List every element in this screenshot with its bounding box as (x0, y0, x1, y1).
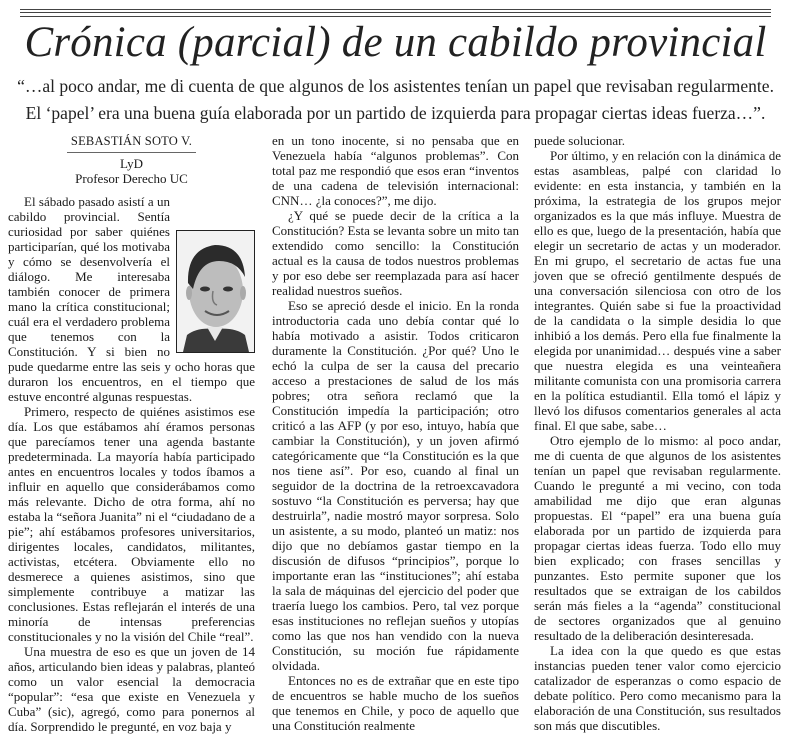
column-2 (272, 133, 519, 733)
paragraph (8, 194, 255, 404)
author-name: SEBASTIÁN SOTO V. (67, 134, 196, 153)
paragraph: ¿Y qué se puede decir de la crítica a la Constitución? Esta se levanta sobre un mito tan extendido como sencillo: la Constitución actual es la causa de todos nuestros problemas y por eso debe ser reemplazada para así hacer realidad nuestros sueños. (272, 208, 519, 298)
paragraph: Entonces no es de extrañar que en este tipo de encuentros se hable mucho de los sueños que tenemos en Chile, y poco de aquello que una Constitución realmente (272, 673, 519, 733)
header-rule (20, 9, 771, 17)
paragraph: Eso se apreció desde el inicio. En la ronda introductoria cada uno debía contar qué lo había motivado a asistir. Todos criticaron duramente la Constitución. ¿Por qué? Uno le echó la culpa de ser la causa del precario acceso a prestaciones de salud de los más pobres; otra señora reclamó que la Constitución impedía la participación; otro criticó a las AFP (y por eso, intuyo, había que cambiar la Constitución), y un joven afirmó categóricamente que “la Constitución es la que nos tiene así”. Por eso, cuando al final un seguidor de la doctrina de la retroexcavadora sostuvo “la Constitución es perversa; hay que destruirla”, nadie mostró mayor sorpresa. Solo un asistente, a su modo, planteó un matiz: nos dijo que no debíamos gastar tiempo en la discusión de difusos “principios”, porque lo importante eran las “instituciones”; ahí estaba la sala de máquinas del ejercicio del poder que traería luego los cambios. Pero, tal vez porque esas instituciones no reflejan sueños y utopías como las que nos han vendido con la nueva Constitución, su moción fue rápidamente olvidada. (272, 298, 519, 673)
paragraph: Una muestra de eso es que un joven de 14 años, articulando bien ideas y palabras, planteó como un valor esencial la democracia “popular”: “esa que existe en Venezuela y Cuba” (sic), agregó, como para ponernos al día. Sorprendido le pregunté, en voz baja y (8, 644, 255, 734)
column-1 (8, 133, 255, 734)
column-3 (534, 133, 781, 733)
paragraph: La idea con la que quedo es que estas instancias pueden tener valor como ejercicio catalizador de esperanzas o como espacio de debate político. Pero como mecanismo para la elaboración de una Constitución, sus resultados son más que discutibles. (534, 643, 781, 733)
author-affiliation-1: LyD (119, 156, 144, 171)
paragraph-text: El sábado pasado asistí a un cabildo provincial. Sentía curiosidad por saber quiénes participarían, qué los motivaba y cómo se desenvolvería el diálogo. Me interesaba también conocer de primera mano la crítica constitucional; cuál era el verdadero problema que tenemos con la Constitución. Y si bien no pude quedarme entre las seis y ocho horas que duraron los encuentros, en el tiempo que estuve encontré algunas respuestas. (8, 194, 255, 404)
paragraph-continued: puede solucionar. (534, 133, 625, 148)
author-affiliation-2: Profesor Derecho UC (75, 171, 188, 186)
article-title: Crónica (parcial) de un cabildo provincial (24, 19, 767, 66)
author-photo (176, 230, 255, 353)
pull-quote-line-2: El ‘papel’ era una buena guía elaborada por un partido de izquierda para propagar ciertas ideas fuerza…”. (25, 103, 766, 123)
paragraph: Otro ejemplo de lo mismo: al poco andar, me di cuenta de que algunos de los asistentes tenían un papel que revisaban regularmente. Cuando le pregunté a mi vecino, con toda amabilidad me dijo que eran algunas propuestas. El “papel” era una buena guía elaborada por un partido de izquierda para propagar ciertas ideas fuerza. Todo ello muy bien explicado; con frases sencillas y punzantes. Esto permite suponer que los resultados que se extraigan de los cabildos serán más fieles a la “agenda” constitucional de sectores organizados que al genuino resultado de la deliberación desinteresada. (534, 433, 781, 643)
pull-quote-line-1: “…al poco andar, me di cuenta de que algunos de los asistentes tenían un papel que revisaban regularmente. (17, 76, 774, 96)
paragraph: Por último, y en relación con la dinámica de estas asambleas, palpé con claridad lo evidente: en esta instancia, y también en la próxima, la estrategia de los grupos mejor organizados es la que más influye. Muestra de ello es que, luego de la presentación, había que elegir un secretario de actas y un moderador. En mi grupo, el secretario de actas fue una joven que se ofreció gentilmente después de una conversación silenciosa con otro de los integrantes. Quién sabe si fue la proactividad de la candidata o la simple desidia lo que inhibió a los demás. Pero ella fue finalmente la elegida por unanimidad… después vine a saber que nuestra elegida es una veinteañera militante comunista con una promisoria carrera en la política estudiantil. Ella tomó el lápiz y llevó los difusos comentarios generales al acta final. El que sabe, sabe… (534, 148, 781, 433)
paragraph-continued: en un tono inocente, si no pensaba que en Venezuela había “algunos problemas”. Con total paz me respondió que esos eran “inventos de una cadena de televisión internacional: CNN… ¿la conoces?”, me dijo. (272, 133, 519, 208)
author-portrait-icon (177, 231, 254, 352)
byline (8, 133, 255, 186)
paragraph: Primero, respecto de quiénes asistimos ese día. Los que estábamos ahí éramos personas que parecíamos tener una agenda bastante predeterminada. La mayoría había participado antes en encuentros locales y todos íbamos a influir en aquello que considerábamos como más relevante. Dicho de otra forma, ahí no estaba la “señora Juanita” ni el “ciudadano de a pie”; ahí estábamos profesores universitarios, dirigentes locales, candidatos, militantes, activistas, etcétera. Obviamente ello no desmerece a quienes asistimos, sino que simplemente contribuye a matizar las conclusiones. Estas reflejarán el interés de una minoría de intensas preferencias constitucionales y no la visión del Chile “real”. (8, 404, 255, 644)
